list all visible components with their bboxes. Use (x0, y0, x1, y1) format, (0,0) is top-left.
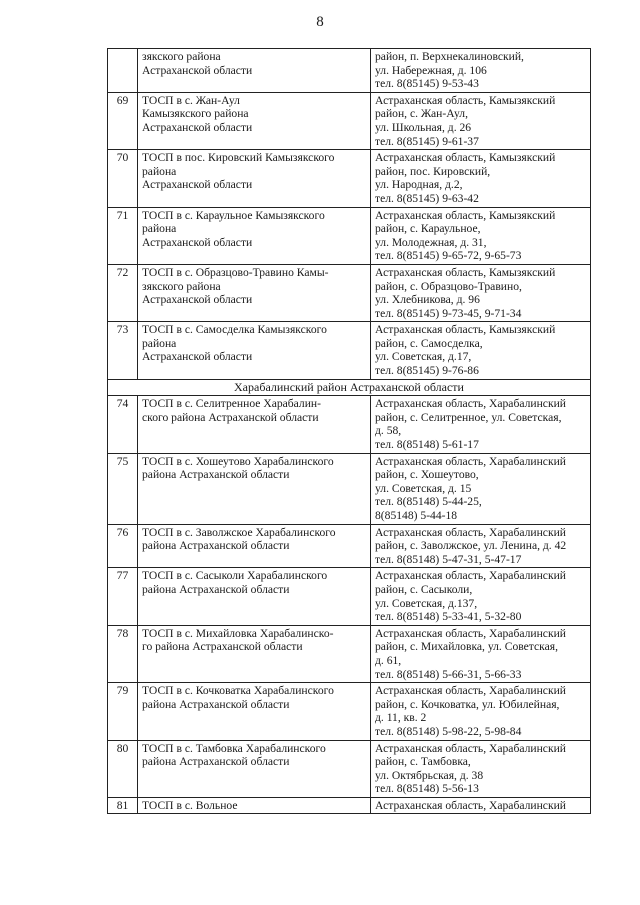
office-name: ТОСП в с. Хошеутово Харабалинского района Астраханской области (138, 453, 371, 524)
row-number: 73 (108, 322, 138, 379)
office-address: Астраханская область, Харабалинский район, с. Тамбовка, ул. Октябрьская, д. 38 тел. 8(85148) 5-56-13 (371, 740, 591, 797)
table-row (108, 568, 591, 625)
office-name: ТОСП в с. Самосделка Камызякского района Астраханской области (138, 322, 371, 379)
table-section (108, 379, 591, 396)
row-number: 70 (108, 150, 138, 207)
row-number: 69 (108, 92, 138, 149)
table-row (108, 625, 591, 682)
table-row (108, 49, 591, 93)
office-name: зякского района Астраханской области (138, 49, 371, 93)
office-name: ТОСП в с. Караульное Камызякского района Астраханской области (138, 207, 371, 264)
table-row (108, 797, 591, 814)
office-address: Астраханская область, Харабалинский район, с. Сасыколи, ул. Советская, д.137, тел. 8(85148) 5-33-41, 5-32-80 (371, 568, 591, 625)
row-number (108, 49, 138, 93)
row-number: 77 (108, 568, 138, 625)
office-address: Астраханская область, Камызякский район, с. Образцово-Травино, ул. Хлебникова, д. 96 тел. 8(85145) 9-73-45, 9-71-34 (371, 264, 591, 321)
office-address: Астраханская область, Харабалинский район, с. Хошеутово, ул. Советская, д. 15 тел. 8(85148) 5-44-25, 8(85148) 5-44-18 (371, 453, 591, 524)
section-row (108, 379, 591, 396)
office-address: Астраханская область, Харабалинский район, с. Михайловка, ул. Советская, д. 61, тел. 8(85148) 5-66-31, 5-66-33 (371, 625, 591, 682)
office-name: ТОСП в с. Кочковатка Харабалинского района Астраханской области (138, 683, 371, 740)
table-row (108, 322, 591, 379)
office-name: ТОСП в с. Селитренное Харабалин- ского района Астраханской области (138, 396, 371, 453)
offices-table (107, 48, 591, 814)
office-address: Астраханская область, Харабалинский (371, 797, 591, 814)
table-row (108, 683, 591, 740)
table-row (108, 207, 591, 264)
office-address: Астраханская область, Харабалинский район, с. Заволжское, ул. Ленина, д. 42 тел. 8(85148) 5-47-31, 5-47-17 (371, 524, 591, 568)
office-address: Астраханская область, Камызякский район, с. Самосделка, ул. Советская, д.17, тел. 8(85145) 9-76-86 (371, 322, 591, 379)
table-row (108, 92, 591, 149)
row-number: 76 (108, 524, 138, 568)
table-row (108, 150, 591, 207)
row-number: 72 (108, 264, 138, 321)
table-row (108, 396, 591, 453)
office-name: ТОСП в с. Вольное (138, 797, 371, 814)
office-name: ТОСП в с. Михайловка Харабалинско- го района Астраханской области (138, 625, 371, 682)
table-body-kamyzyak (108, 49, 591, 380)
page-number: 8 (316, 14, 324, 30)
row-number: 75 (108, 453, 138, 524)
office-address: Астраханская область, Камызякский район, с. Караульное, ул. Молодежная, д. 31, тел. 8(85145) 9-65-72, 9-65-73 (371, 207, 591, 264)
row-number: 78 (108, 625, 138, 682)
office-address: Астраханская область, Харабалинский район, с. Кочковатка, ул. Юбилейная, д. 11, кв. 2 тел. 8(85148) 5-98-22, 5-98-84 (371, 683, 591, 740)
section-title: Харабалинский район Астраханской области (108, 379, 591, 396)
office-address: Астраханская область, Камызякский район, с. Жан-Аул, ул. Школьная, д. 26 тел. 8(85145) 9-61-37 (371, 92, 591, 149)
office-name: ТОСП в с. Сасыколи Харабалинского района Астраханской области (138, 568, 371, 625)
office-name: ТОСП в с. Жан-Аул Камызякского района Астраханской области (138, 92, 371, 149)
table-row (108, 453, 591, 524)
office-name: ТОСП в с. Тамбовка Харабалинского района Астраханской области (138, 740, 371, 797)
office-name: ТОСП в пос. Кировский Камызякского района Астраханской области (138, 150, 371, 207)
row-number: 79 (108, 683, 138, 740)
office-address: Астраханская область, Камызякский район, пос. Кировский, ул. Народная, д.2, тел. 8(85145) 9-63-42 (371, 150, 591, 207)
table-row (108, 524, 591, 568)
office-address: район, п. Верхнекалиновский, ул. Набережная, д. 106 тел. 8(85145) 9-53-43 (371, 49, 591, 93)
table-body-kharabali (108, 396, 591, 814)
row-number: 71 (108, 207, 138, 264)
row-number: 81 (108, 797, 138, 814)
office-name: ТОСП в с. Заволжское Харабалинского района Астраханской области (138, 524, 371, 568)
table-row (108, 264, 591, 321)
row-number: 74 (108, 396, 138, 453)
row-number: 80 (108, 740, 138, 797)
office-address: Астраханская область, Харабалинский район, с. Селитренное, ул. Советская, д. 58, тел. 8(85148) 5-61-17 (371, 396, 591, 453)
office-name: ТОСП в с. Образцово-Травино Камы- зякского района Астраханской области (138, 264, 371, 321)
table-row (108, 740, 591, 797)
